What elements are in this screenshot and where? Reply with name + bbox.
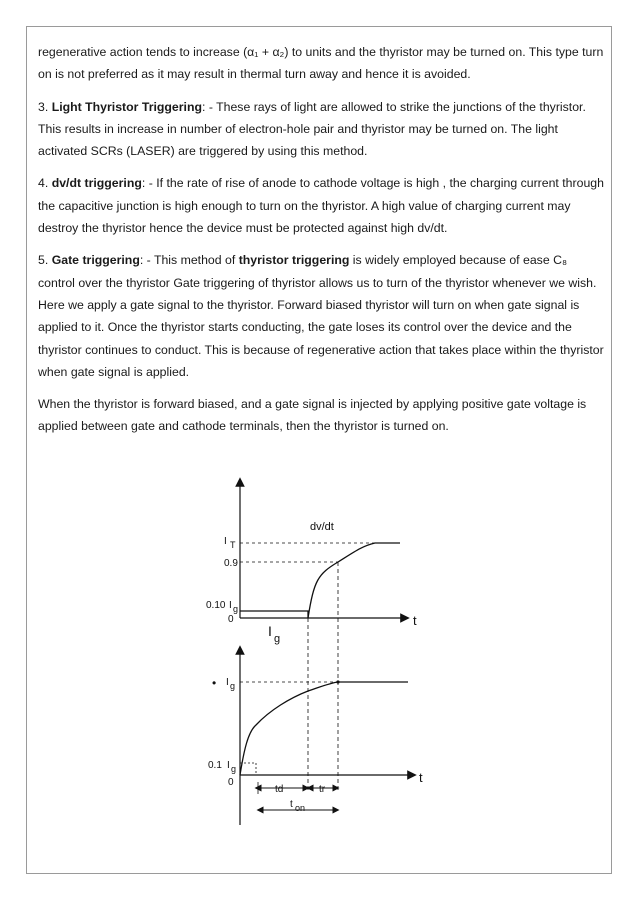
paragraph-text: regenerative action tends to increase (α₁ + α₂) to units and the thyristor may be turned on. This type turn on is not preferred as it may result in thermal turn away and hence it is avoided. <box>38 45 604 82</box>
paragraph-dvdt-triggering <box>38 172 604 239</box>
item-number: 3. <box>38 99 49 114</box>
item-body: : - This method of <box>139 253 239 268</box>
bottom-Ig-label: I <box>226 677 229 688</box>
bottom-time-axis-label: t <box>419 770 423 785</box>
IT-subscript: T <box>230 540 236 550</box>
gate-trigger-waveform-figure <box>190 470 440 830</box>
IT-label: I <box>224 536 227 547</box>
Ig-subscript: g <box>233 604 239 614</box>
bottom-curve-point <box>336 680 339 683</box>
bottom-origin-label: 0 <box>228 777 234 788</box>
bottom-gate-current-curve <box>240 682 408 775</box>
ton-subscript: on <box>295 803 306 813</box>
bottom-low-I-label: I <box>227 760 230 771</box>
gate-current-subscript: g <box>274 633 281 645</box>
level-010-label: 0.10 <box>206 600 226 611</box>
level-01-label: 0.1 <box>208 760 222 771</box>
top-anode-current-curve <box>308 543 400 618</box>
Ig-label: I <box>229 600 232 611</box>
item-body: : - If the rate of rise of anode to cathode voltage is high , the charging current through the capacitive junction is high enough to turn on the thyristor. A high value of charging current may destroy the thyristor hence the device must be protected against high dv/dt. <box>38 176 604 236</box>
paragraph-forward-biased <box>38 393 604 438</box>
item-body: : - These rays of light are allowed to strike the junctions of the thyristor. This results in increase in number of electron-hole pair and thyristor may be turned on. The light activated SCRs (LASER) are triggered by using this method. <box>38 99 586 159</box>
bottom-low-I-subscript: g <box>231 764 237 774</box>
bullet-mark: • <box>212 676 217 690</box>
item-title: Gate triggering <box>51 253 140 268</box>
waveform-svg <box>190 470 440 830</box>
document-body <box>38 41 604 448</box>
level-09-label: 0.9 <box>224 558 238 569</box>
item-number: 5. <box>38 253 49 268</box>
gate-current-label: I <box>268 623 272 639</box>
tr-label: tr <box>319 784 326 795</box>
item-title: dv/dt triggering <box>51 176 142 191</box>
paragraph-light-triggering <box>38 96 604 163</box>
ton-label: t <box>290 799 293 810</box>
top-origin-label: 0 <box>228 614 234 625</box>
item-bold-term: thyristor triggering <box>238 253 350 268</box>
paragraph-regenerative <box>38 41 604 86</box>
top-time-axis-label: t <box>413 613 417 628</box>
bottom-Ig-subscript: g <box>230 681 236 691</box>
td-label: td <box>275 784 284 795</box>
item-body-cont: is widely employed because of ease C₈ control over the thyristor Gate triggering of thyristor allows us to turn of the thyristor whenever we wish. Here we apply a gate signal to the thyristor. Forward biased thyristor will turn on when gate signal is applied to it. Once the thyristor starts conducting, the gate loses its control over the device and the thyristor continues to conduct. This is because of regenerative action that takes place within the thyristor when gate signal is applied. <box>38 253 604 379</box>
dvdt-label: dv/dt <box>310 521 334 533</box>
paragraph-gate-triggering <box>38 249 604 383</box>
item-title: Light Thyristor Triggering <box>51 99 202 114</box>
item-number: 4. <box>38 176 49 191</box>
top-gate-pulse <box>240 611 308 618</box>
paragraph-text: When the thyristor is forward biased, and a gate signal is injected by applying positive gate voltage is applied between gate and cathode terminals, then the thyristor is turned on. <box>38 397 587 434</box>
